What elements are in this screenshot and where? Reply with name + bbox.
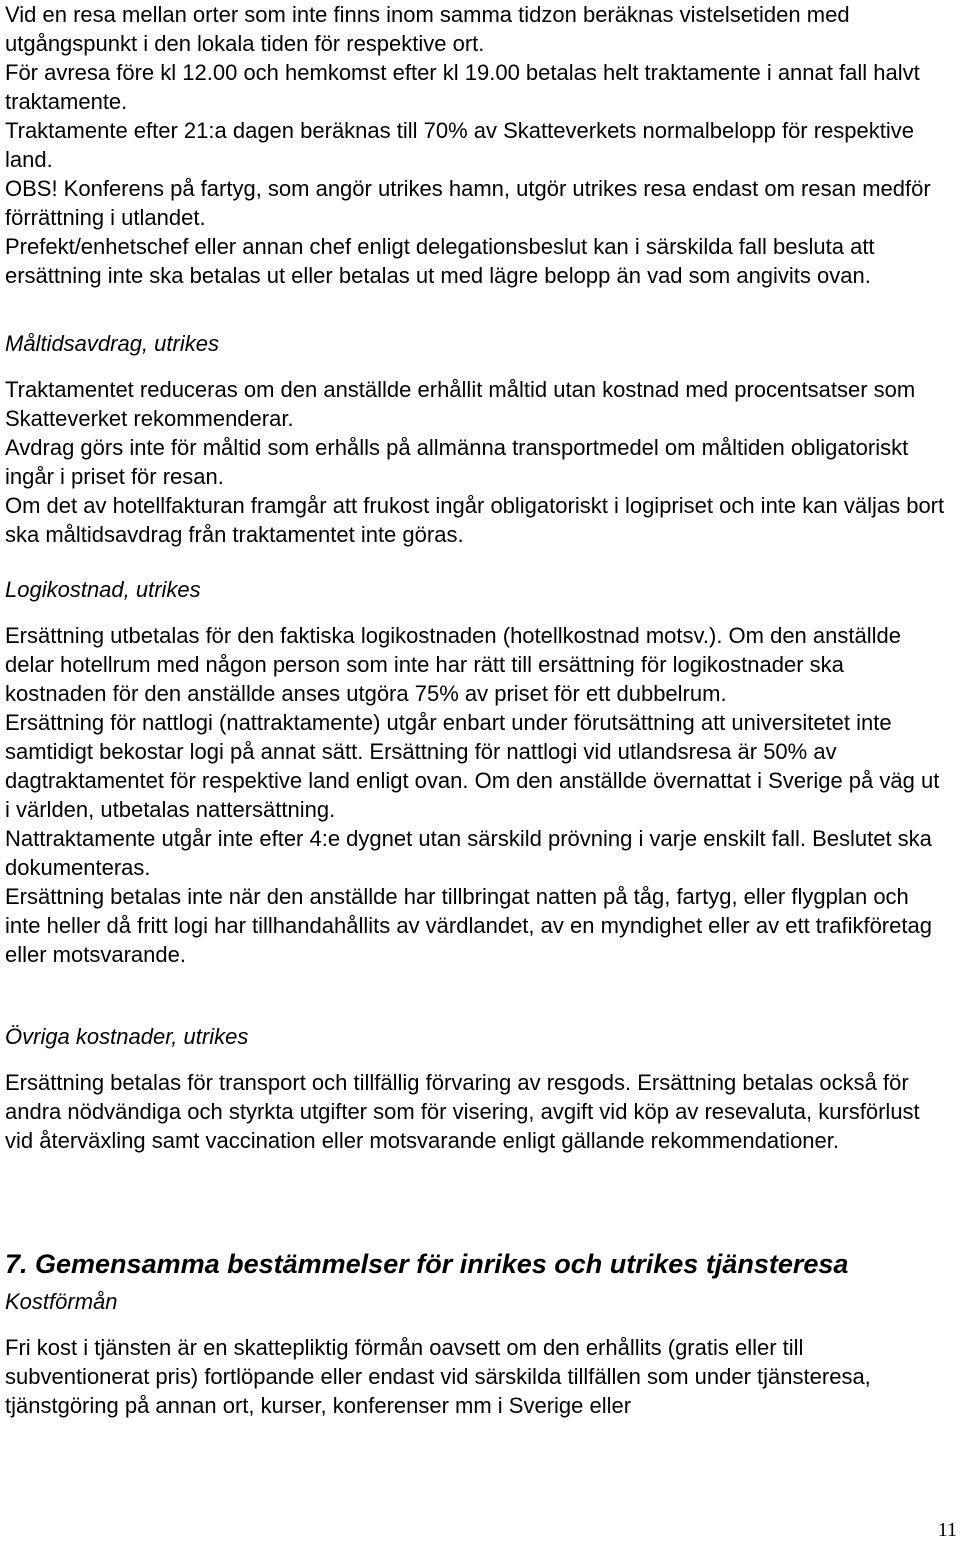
paragraph-maltid-reduceras: Traktamentet reduceras om den anställde erhållit måltid utan kostnad med procentsatser som Skatteverket rekommenderar. (5, 377, 916, 431)
paragraph-logi-4e-dygnet: Nattraktamente utgår inte efter 4:e dygnet utan särskild prövning i varje enskilt fall. Beslutet ska dokumenteras. (5, 826, 932, 880)
paragraph-ovriga-resgods: Ersättning betalas för transport och tillfällig förvaring av resgods. Ersättning betalas också för andra nödvändiga och styrkta utgifter som för visering, avgift vid köp av resevaluta, kursförlust vid återväxling samt vaccination eller motsvarande enligt gällande rekommendationer. (5, 1070, 920, 1153)
paragraph-obs-fartyg: OBS! Konferens på fartyg, som angör utrikes hamn, utgör utrikes resa endast om resan medför förrättning i utlandet. (5, 176, 931, 230)
logi-section (5, 575, 950, 969)
heading-maltidsavdrag: Måltidsavdrag, utrikes (5, 331, 219, 356)
paragraph-avresa: För avresa före kl 12.00 och hemkomst efter kl 19.00 betalas helt traktamente i annat fall halvt traktamente. (5, 60, 920, 114)
heading-logikostnad: Logikostnad, utrikes (5, 577, 201, 602)
paragraph-logi-nattlogi: Ersättning för nattlogi (nattraktamente) utgår enbart under förutsättning att universitetet inte samtidigt bekostar logi på annat sätt. Ersättning för nattlogi vid utlandsresa är 50% av dagtraktamentet för respektive land enligt ovan. Om den anställde övernattat i Sverige på väg ut i världen, utbetalas nattersättning. (5, 710, 940, 822)
heading-kostforman: Kostförmån (5, 1289, 118, 1314)
paragraph-prefekt: Prefekt/enhetschef eller annan chef enligt delegationsbeslut kan i särskilda fall besluta att ersättning inte ska betalas ut eller betalas ut med lägre belopp än vad som angivits ovan. (5, 234, 875, 288)
paragraph-logi-faktiska: Ersättning utbetalas för den faktiska logikostnaden (hotellkostnad motsv.). Om den anställde delar hotellrum med någon person som inte har rätt till ersättning för logikostnader ska kostnaden för den anställde anses utgöra 75% av priset för ett dubbelrum. (5, 623, 901, 706)
page-number: 11 (937, 1519, 957, 1541)
section-7 (5, 1247, 950, 1420)
paragraph-logi-tag-fartyg: Ersättning betalas inte när den anställde har tillbringat natten på tåg, fartyg, eller flygplan och inte heller då fritt logi har tillhandahållits av värdlandet, av en myndighet eller av ett trafikföretag eller motsvarande. (5, 884, 932, 967)
paragraph-fri-kost: Fri kost i tjänsten är en skattepliktig förmån oavsett om den erhållits (gratis eller till subventionerat pris) fortlöpande eller endast vid särskilda tillfällen som under tjänsteresa, tjänstgöring på annan ort, kurser, konferenser mm i Sverige eller (5, 1335, 871, 1418)
heading-section-7: 7. Gemensamma bestämmelser för inrikes och utrikes tjänsteresa (5, 1249, 849, 1279)
maltid-section (5, 329, 950, 549)
heading-ovriga-kostnader: Övriga kostnader, utrikes (5, 1024, 249, 1049)
ovriga-section (5, 1022, 950, 1155)
paragraph-maltid-frukost: Om det av hotellfakturan framgår att frukost ingår obligatoriskt i logipriset och inte kan väljas bort ska måltidsavdrag från traktamentet inte göras. (5, 493, 945, 547)
paragraph-maltid-transport: Avdrag görs inte för måltid som erhålls på allmänna transportmedel om måltiden obligatoriskt ingår i priset för resan. (5, 435, 909, 489)
paragraph-tidzon: Vid en resa mellan orter som inte finns inom samma tidzon beräknas vistelsetiden med utgångspunkt i den lokala tiden för respektive ort. (5, 2, 850, 56)
intro-section (5, 0, 950, 290)
paragraph-21a-dagen: Traktamente efter 21:a dagen beräknas till 70% av Skatteverkets normalbelopp för respektive land. (5, 118, 915, 172)
